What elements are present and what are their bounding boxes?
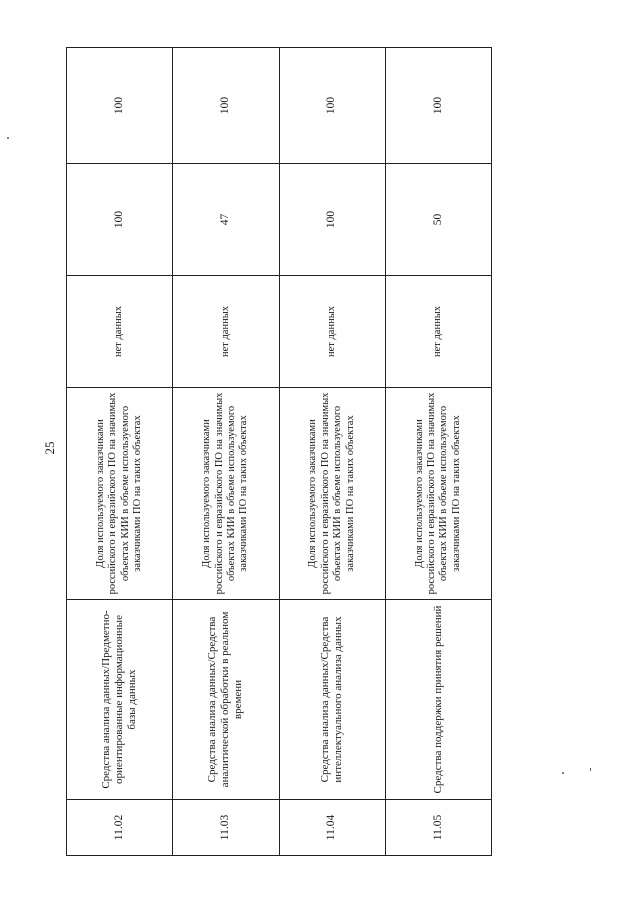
page-number: 25 bbox=[42, 441, 57, 455]
row-indicator: Доля используемого заказчиками российского и евразийского ПО на значимых объектах КИИ в объеме используемого заказчиками ПО на таких объектах bbox=[67, 388, 173, 600]
row-indicator: Доля используемого заказчиками российского и евразийского ПО на значимых объектах КИИ в объеме используемого заказчиками ПО на таких объектах bbox=[173, 388, 279, 600]
row-code: 11.04 bbox=[279, 800, 385, 856]
row-base-value: нет данных bbox=[279, 276, 385, 388]
row-category-name: Средства анализа данных/Средства интеллектуального анализа данных bbox=[279, 600, 385, 800]
scan-speck bbox=[562, 772, 564, 774]
row-value-1: 50 bbox=[385, 164, 491, 276]
row-value-2: 100 bbox=[67, 48, 173, 164]
row-base-value: нет данных bbox=[67, 276, 173, 388]
table-row bbox=[385, 48, 491, 856]
scan-speck bbox=[590, 768, 591, 771]
row-value-2: 100 bbox=[385, 48, 491, 164]
row-indicator: Доля используемого заказчиками российского и евразийского ПО на значимых объектах КИИ в объеме используемого заказчиками ПО на таких объектах bbox=[385, 388, 491, 600]
row-value-2: 100 bbox=[279, 48, 385, 164]
row-value-1: 100 bbox=[67, 164, 173, 276]
indicators-table bbox=[66, 47, 492, 856]
row-value-2: 100 bbox=[173, 48, 279, 164]
row-code: 11.05 bbox=[385, 800, 491, 856]
row-category-name: Средства анализа данных/Средства аналитической обработки в реальном времени bbox=[173, 600, 279, 800]
row-indicator: Доля используемого заказчиками российского и евразийского ПО на значимых объектах КИИ в объеме используемого заказчиками ПО на таких объектах bbox=[279, 388, 385, 600]
row-base-value: нет данных bbox=[173, 276, 279, 388]
row-code: 11.02 bbox=[67, 800, 173, 856]
row-base-value: нет данных bbox=[385, 276, 491, 388]
table-row bbox=[67, 48, 173, 856]
row-value-1: 47 bbox=[173, 164, 279, 276]
row-value-1: 100 bbox=[279, 164, 385, 276]
row-category-name: Средства анализа данных/Предметно-ориентированные информационные базы данных bbox=[67, 600, 173, 800]
row-code: 11.03 bbox=[173, 800, 279, 856]
table-row bbox=[279, 48, 385, 856]
row-category-name: Средства поддержки принятия решений bbox=[385, 600, 491, 800]
table-row bbox=[173, 48, 279, 856]
scan-speck bbox=[7, 137, 9, 139]
rotated-table-container bbox=[66, 48, 492, 856]
